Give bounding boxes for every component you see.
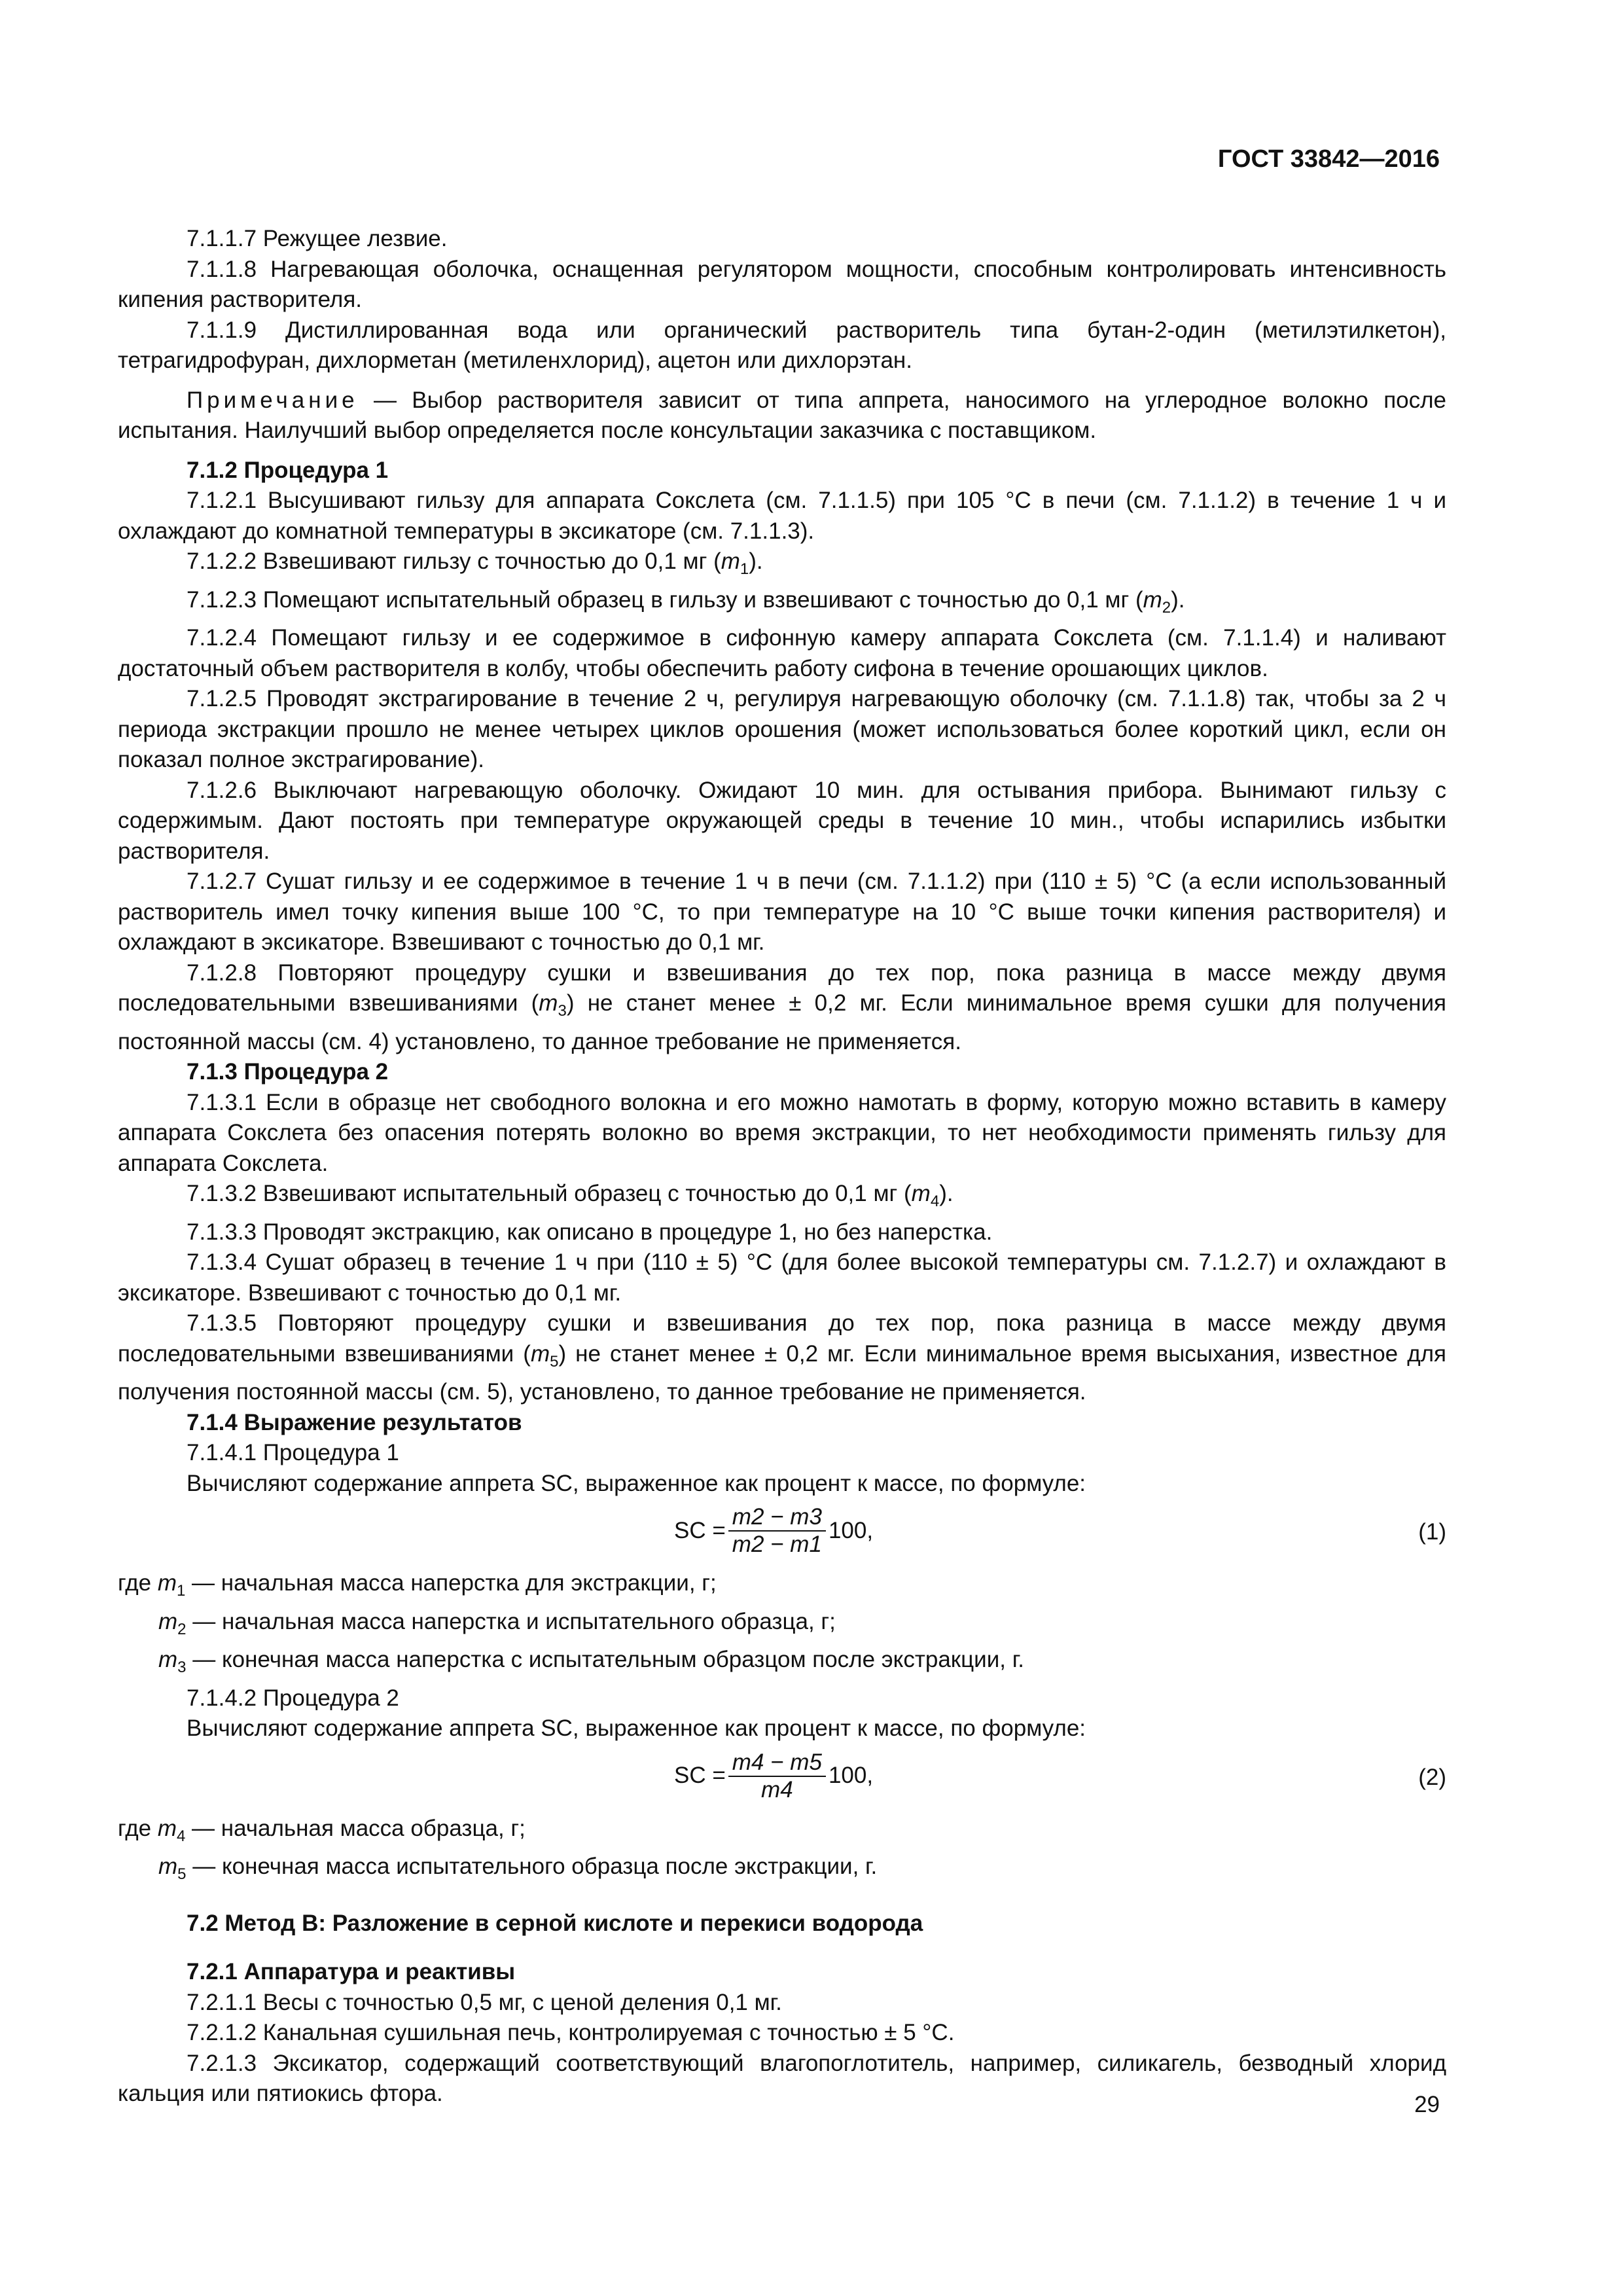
formula-1-lhs: SC = (674, 1517, 726, 1543)
formula-1 (118, 1499, 1446, 1568)
formula-2-fraction (728, 1749, 826, 1803)
where-m2: $m_2$ — начальная масса наперстка и испытательного образца, г; (158, 1608, 836, 1638)
where-m5: $m_5$ — конечная масса испытательного образца после экстракции, г. (158, 1854, 878, 1883)
heading-7-2-1: 7.2.1 Аппаратура и реактивы (187, 1959, 516, 1984)
paragraph-7-1-1-8: 7.1.1.8 Нагревающая оболочка, оснащенная регулятором мощности, способным контролировать интенсивность кипения растворителя. (118, 256, 1446, 312)
paragraph-7-1-2-5: 7.1.2.5 Проводят экстрагирование в течение 2 ч, регулируя нагревающую оболочку (см. 7.1.1.8) так, чтобы за 2 ч периода экстракции прошло не менее четырех циклов орошения (может использоваться более короткий цикл, если он показал полное экстрагирование). (118, 686, 1446, 772)
paragraph-7-1-2-6: 7.1.2.6 Выключают нагревающую оболочку. Ожидают 10 мин. для остывания прибора. Вынимают гильзу с содержимым. Дают постоять при температуре окружающей среды в течение 10 мин., чтобы испарились избытки растворителя. (118, 777, 1446, 864)
where-m3: $m_3$ — конечная масса наперстка с испытательным образцом после экстракции, г. (158, 1647, 1024, 1676)
formula-1-number: (1) (1418, 1519, 1446, 1545)
formula-1-tail: 100, (828, 1517, 874, 1543)
heading-7-1-2: 7.1.2 Процедура 1 (187, 457, 389, 483)
page-number: 29 (1414, 2092, 1440, 2117)
formula-1-fraction (728, 1504, 826, 1558)
paragraph-7-1-3-5: 7.1.3.5 Повторяют процедуру сушки и взвешивания до тех пор, пока разница в массе между двумя последовательными взвешиваниями $(m_5)$ не станет менее ± 0,2 мг. Если минимальное время высыхания, известное для получения постоянной массы (см. 5), установлено, то данное требование не применяется. (118, 1310, 1446, 1405)
paragraph-7-2-1-2: 7.2.1.2 Канальная сушильная печь, контролируемая с точностью ± 5 °С. (187, 2020, 955, 2045)
formula-2-lhs: SC = (674, 1763, 726, 1789)
heading-7-2: 7.2 Метод В: Разложение в серной кислоте и перекиси водорода (187, 1910, 923, 1936)
paragraph-7-1-2-4: 7.1.2.4 Помещают гильзу и ее содержимое в сифонную камеру аппарата Сокслета (см. 7.1.1.4) и наливают достаточный объем растворителя в колбу, чтобы обеспечить работу сифона в течение орошающих циклов. (118, 625, 1446, 681)
paragraph-7-1-4-2: 7.1.4.2 Процедура 2 (187, 1685, 399, 1711)
paragraph-7-1-3-4: 7.1.3.4 Сушат образец в течение 1 ч при (110 ± 5) °С (для более высокой температуры см. 7.1.2.7) и охлаждают в эксикаторе. Взвешивают с точностью до 0,1 мг. (118, 1249, 1446, 1306)
paragraph-7-1-1-9: 7.1.1.9 Дистиллированная вода или органический растворитель типа бутан-2-один (метилэтилкетон), тетрагидрофуран, дихлорметан (метиленхлорид), ацетон или дихлорэтан. (118, 317, 1446, 373)
where-m4: где $m_4$ — начальная масса образца, г; (118, 1815, 526, 1845)
note (118, 386, 1446, 446)
formula-1-numerator: m2 − m3 (732, 1504, 822, 1530)
formula-intro-1: Вычисляют содержание аппрета SC, выраженное как процент к массе, по формуле: (187, 1470, 1086, 1496)
formula-2 (118, 1744, 1446, 1814)
heading-7-1-3: 7.1.3 Процедура 2 (187, 1059, 389, 1085)
paragraph-7-1-4-1: 7.1.4.1 Процедура 1 (187, 1440, 399, 1465)
paragraph-7-1-3-3: 7.1.3.3 Проводят экстракцию, как описано в процедуре 1, но без наперстка. (187, 1219, 993, 1245)
paragraph-7-2-1-1: 7.2.1.1 Весы с точностью 0,5 мг, с ценой деления 0,1 мг. (187, 1989, 782, 2015)
paragraph-7-1-2-2: 7.1.2.2 Взвешивают гильзу с точностью до 0,1 мг $(m_1)$. (187, 548, 763, 578)
heading-7-1-4: 7.1.4 Выражение результатов (187, 1409, 522, 1435)
formula-1-denominator: m2 − m1 (732, 1532, 822, 1557)
paragraph-7-1-3-1: 7.1.3.1 Если в образце нет свободного волокна и его можно намотать в форму, которую можно вставить в камеру аппарата Сокслета без опасения потерять волокно во время экстракции, то нет необходимости применять гильзу для аппарата Сокслета. (118, 1089, 1446, 1176)
formula-2-number: (2) (1418, 1764, 1446, 1790)
paragraph-7-1-2-1: 7.1.2.1 Высушивают гильзу для аппарата Сокслета (см. 7.1.1.5) при 105 °С в печи (см. 7.1.1.2) в течение 1 ч и охлаждают до комнатной температуры в эксикаторе (см. 7.1.1.3). (118, 488, 1446, 544)
formula-2-numerator: m4 − m5 (732, 1749, 822, 1775)
paragraph-7-1-2-7: 7.1.2.7 Сушат гильзу и ее содержимое в течение 1 ч в печи (см. 7.1.1.2) при (110 ± 5) °С (а если использованный растворитель имел точку кипения выше 100 °С, то при температуре на 10 °С выше точки кипения растворителя) и охлаждают в эксикаторе. Взвешивают с точностью до 0,1 мг. (118, 869, 1446, 955)
paragraph-7-1-1-7: 7.1.1.7 Режущее лезвие. (187, 226, 448, 251)
formula-2-denominator: m4 (761, 1776, 793, 1803)
paragraph-7-1-2-3: 7.1.2.3 Помещают испытательный образец в гильзу и взвешивают с точностью до 0,1 мг $(m_2)$. (187, 586, 1185, 617)
note-text: — Выбор растворителя зависит от типа аппрета, наносимого на углеродное волокно после испытания. Наилучший выбор определяется после консультации заказчика с поставщиком. (118, 387, 1446, 443)
formula-2-tail: 100, (828, 1763, 874, 1789)
paragraph-7-1-3-2: 7.1.3.2 Взвешивают испытательный образец с точностью до 0,1 мг $(m_4)$. (187, 1181, 954, 1210)
document-header: ГОСТ 33842—2016 (1217, 145, 1440, 173)
paragraph-7-2-1-3: 7.2.1.3 Эксикатор, содержащий соответствующий влагопоглотитель, например, силикагель, безводный хлорид кальция или пятиокись фтора. (118, 2050, 1446, 2106)
where-m1: где $m_1$ — начальная масса наперстка для экстракции, г; (118, 1570, 717, 1600)
formula-intro-2: Вычисляют содержание аппрета SC, выраженное как процент к массе, по формуле: (187, 1715, 1086, 1741)
document-body (118, 224, 1446, 2109)
note-label: Примечание (187, 387, 359, 413)
paragraph-7-1-2-8: 7.1.2.8 Повторяют процедуру сушки и взвешивания до тех пор, пока разница в массе между двумя последовательными взвешиваниями $(m_3)$ не станет менее ± 0,2 мг. Если минимальное время сушки для получения постоянной массы (см. 4) установлено, то данное требование не применяется. (118, 960, 1446, 1054)
